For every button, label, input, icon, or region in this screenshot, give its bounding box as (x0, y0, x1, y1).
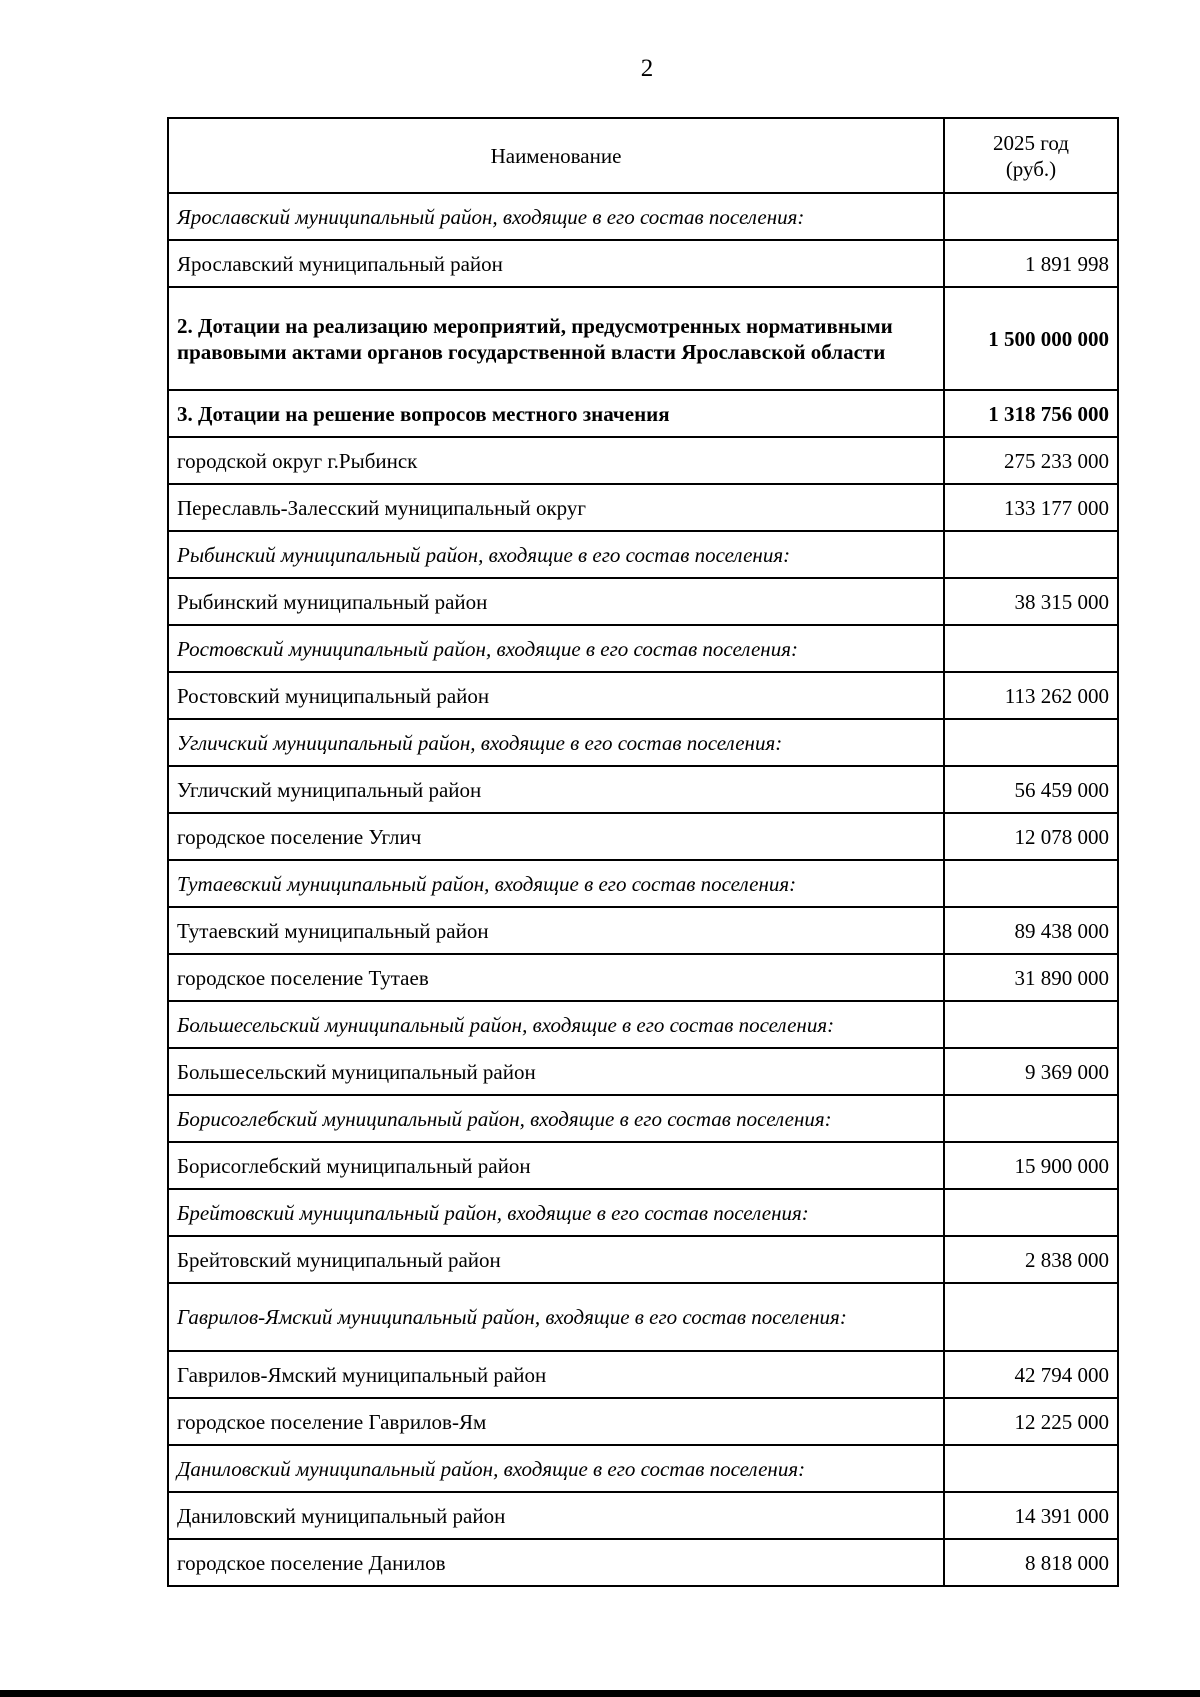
section-total-row (168, 287, 1118, 390)
header-year-label: 2025 год (993, 130, 1069, 155)
row-name-cell: городское поселение Гаврилов-Ям (168, 1398, 944, 1445)
group-heading-row (168, 719, 1118, 766)
row-name-cell: Большесельский муниципальный район, входящие в его состав поселения: (168, 1001, 944, 1048)
row-amount-cell: 113 262 000 (944, 672, 1118, 719)
table-row (168, 813, 1118, 860)
section-total-row (168, 390, 1118, 437)
row-amount-cell: 1 500 000 000 (944, 287, 1118, 390)
row-name-cell: Брейтовский муниципальный район (168, 1236, 944, 1283)
row-name-cell: Ярославский муниципальный район, входящие в его состав поселения: (168, 193, 944, 240)
table-row (168, 1142, 1118, 1189)
row-amount-cell (944, 1189, 1118, 1236)
header-unit-label: (руб.) (1005, 156, 1057, 181)
row-amount-cell: 89 438 000 (944, 907, 1118, 954)
group-heading-row (168, 1283, 1118, 1351)
table-row (168, 1398, 1118, 1445)
table-row (168, 766, 1118, 813)
row-name-cell: Гаврилов-Ямский муниципальный район, входящие в его состав поселения: (168, 1283, 944, 1351)
table-body (168, 193, 1118, 1586)
row-name-cell: Борисоглебский муниципальный район (168, 1142, 944, 1189)
group-heading-row (168, 1189, 1118, 1236)
group-heading-row (168, 531, 1118, 578)
row-amount-cell: 133 177 000 (944, 484, 1118, 531)
table-row (168, 1048, 1118, 1095)
table-row (168, 578, 1118, 625)
page-number: 2 (640, 55, 654, 82)
row-amount-cell: 12 225 000 (944, 1398, 1118, 1445)
row-amount-cell: 42 794 000 (944, 1351, 1118, 1398)
row-amount-cell: 275 233 000 (944, 437, 1118, 484)
group-heading-row (168, 1445, 1118, 1492)
group-heading-row (168, 625, 1118, 672)
row-amount-cell: 15 900 000 (944, 1142, 1118, 1189)
row-amount-cell (944, 1095, 1118, 1142)
table-row (168, 954, 1118, 1001)
row-name-cell: Тутаевский муниципальный район, входящие в его состав поселения: (168, 860, 944, 907)
table-row (168, 1236, 1118, 1283)
row-name-cell: Рыбинский муниципальный район (168, 578, 944, 625)
row-amount-cell: 56 459 000 (944, 766, 1118, 813)
table-row (168, 437, 1118, 484)
row-name-cell: 3. Дотации на решение вопросов местного значения (168, 390, 944, 437)
row-amount-cell (944, 1445, 1118, 1492)
row-amount-cell (944, 719, 1118, 766)
table-row (168, 1492, 1118, 1539)
row-amount-cell (944, 625, 1118, 672)
group-heading-row (168, 193, 1118, 240)
row-amount-cell (944, 1001, 1118, 1048)
row-amount-cell: 14 391 000 (944, 1492, 1118, 1539)
row-amount-cell: 31 890 000 (944, 954, 1118, 1001)
row-name-cell: 2. Дотации на реализацию мероприятий, предусмотренных нормативными правовыми актами органов государственной власти Ярославской области (168, 287, 944, 390)
row-name-cell: городское поселение Данилов (168, 1539, 944, 1586)
budget-table (167, 117, 1119, 1587)
row-name-cell: Ярославский муниципальный район (168, 240, 944, 287)
table-row (168, 672, 1118, 719)
row-name-cell: городское поселение Тутаев (168, 954, 944, 1001)
table-header-row (168, 118, 1118, 193)
row-name-cell: городское поселение Углич (168, 813, 944, 860)
row-amount-cell: 9 369 000 (944, 1048, 1118, 1095)
row-name-cell: Даниловский муниципальный район, входящие в его состав поселения: (168, 1445, 944, 1492)
row-name-cell: Рыбинский муниципальный район, входящие в его состав поселения: (168, 531, 944, 578)
row-name-cell: Большесельский муниципальный район (168, 1048, 944, 1095)
bottom-border-rule (0, 1690, 1200, 1697)
row-amount-cell: 1 891 998 (944, 240, 1118, 287)
table-row (168, 484, 1118, 531)
table-row (168, 1351, 1118, 1398)
row-amount-cell: 12 078 000 (944, 813, 1118, 860)
row-name-cell: Угличский муниципальный район (168, 766, 944, 813)
row-amount-cell (944, 531, 1118, 578)
row-amount-cell: 2 838 000 (944, 1236, 1118, 1283)
row-name-cell: Борисоглебский муниципальный район, входящие в его состав поселения: (168, 1095, 944, 1142)
table-row (168, 907, 1118, 954)
row-name-cell: городской округ г.Рыбинск (168, 437, 944, 484)
row-amount-cell (944, 193, 1118, 240)
group-heading-row (168, 1001, 1118, 1048)
row-amount-cell: 38 315 000 (944, 578, 1118, 625)
row-name-cell: Гаврилов-Ямский муниципальный район (168, 1351, 944, 1398)
row-amount-cell: 8 818 000 (944, 1539, 1118, 1586)
row-name-cell: Даниловский муниципальный район (168, 1492, 944, 1539)
row-name-cell: Ростовский муниципальный район (168, 672, 944, 719)
group-heading-row (168, 860, 1118, 907)
table-row (168, 240, 1118, 287)
header-name-cell: Наименование (168, 118, 944, 193)
row-amount-cell (944, 1283, 1118, 1351)
header-year-cell (944, 118, 1118, 193)
row-name-cell: Тутаевский муниципальный район (168, 907, 944, 954)
row-amount-cell (944, 860, 1118, 907)
group-heading-row (168, 1095, 1118, 1142)
row-name-cell: Брейтовский муниципальный район, входящие в его состав поселения: (168, 1189, 944, 1236)
row-name-cell: Угличский муниципальный район, входящие в его состав поселения: (168, 719, 944, 766)
row-amount-cell: 1 318 756 000 (944, 390, 1118, 437)
row-name-cell: Ростовский муниципальный район, входящие в его состав поселения: (168, 625, 944, 672)
table-row (168, 1539, 1118, 1586)
row-name-cell: Переславль-Залесский муниципальный округ (168, 484, 944, 531)
